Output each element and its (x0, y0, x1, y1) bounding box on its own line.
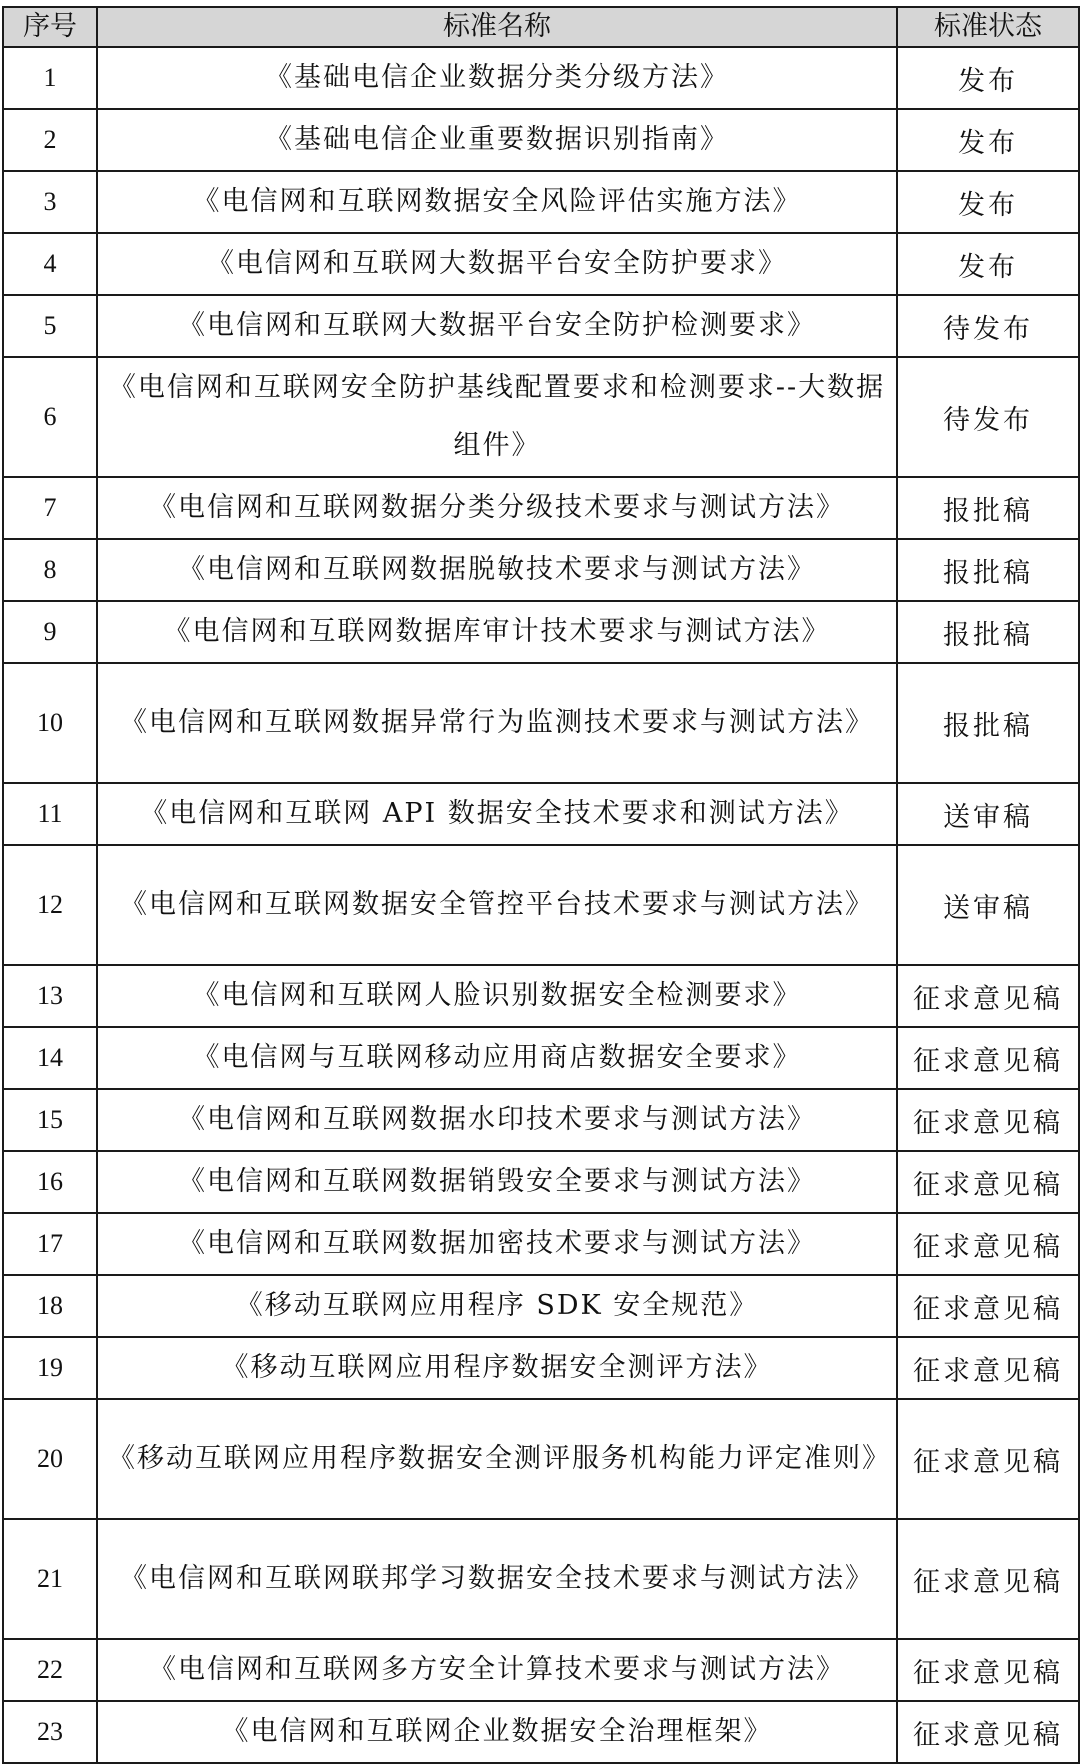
row-index: 16 (3, 1151, 97, 1213)
table-row (3, 1213, 1079, 1275)
table-row (3, 357, 1079, 477)
row-standard-name: 《电信网和互联网大数据平台安全防护要求》 (97, 233, 897, 295)
row-index: 3 (3, 171, 97, 233)
row-status: 报批稿 (897, 663, 1079, 783)
row-standard-name: 《电信网和互联网 API 数据安全技术要求和测试方法》 (97, 783, 897, 845)
row-standard-name: 《电信网和互联网多方安全计算技术要求与测试方法》 (97, 1639, 897, 1701)
row-status: 征求意见稿 (897, 1639, 1079, 1701)
row-index: 2 (3, 109, 97, 171)
row-index: 4 (3, 233, 97, 295)
header-row (3, 7, 1079, 47)
table-row (3, 1701, 1079, 1763)
row-index: 9 (3, 601, 97, 663)
row-status: 征求意见稿 (897, 1027, 1079, 1089)
row-index: 6 (3, 357, 97, 477)
row-standard-name: 《基础电信企业数据分类分级方法》 (97, 47, 897, 109)
row-status: 发布 (897, 109, 1079, 171)
table-row (3, 965, 1079, 1027)
table-row (3, 663, 1079, 783)
table-row (3, 171, 1079, 233)
row-status: 征求意见稿 (897, 965, 1079, 1027)
table-body (3, 47, 1079, 1763)
row-status: 发布 (897, 171, 1079, 233)
table-header (3, 7, 1079, 47)
header-standard-name: 标准名称 (97, 7, 897, 47)
row-status: 征求意见稿 (897, 1337, 1079, 1399)
row-standard-name: 《基础电信企业重要数据识别指南》 (97, 109, 897, 171)
row-index: 20 (3, 1399, 97, 1519)
table-row (3, 47, 1079, 109)
row-standard-name: 《电信网和互联网数据销毁安全要求与测试方法》 (97, 1151, 897, 1213)
row-index: 8 (3, 539, 97, 601)
row-status: 征求意见稿 (897, 1701, 1079, 1763)
row-index: 13 (3, 965, 97, 1027)
row-standard-name: 《电信网与互联网移动应用商店数据安全要求》 (97, 1027, 897, 1089)
row-index: 23 (3, 1701, 97, 1763)
table-row (3, 295, 1079, 357)
table-row (3, 1089, 1079, 1151)
row-status: 征求意见稿 (897, 1275, 1079, 1337)
table-row (3, 1519, 1079, 1639)
row-status: 征求意见稿 (897, 1089, 1079, 1151)
row-standard-name: 《电信网和互联网数据库审计技术要求与测试方法》 (97, 601, 897, 663)
table-row (3, 1151, 1079, 1213)
table-row (3, 109, 1079, 171)
table-row (3, 539, 1079, 601)
row-index: 18 (3, 1275, 97, 1337)
row-standard-name: 《电信网和互联网数据安全风险评估实施方法》 (97, 171, 897, 233)
row-index: 22 (3, 1639, 97, 1701)
row-index: 5 (3, 295, 97, 357)
row-status: 待发布 (897, 295, 1079, 357)
row-status: 发布 (897, 47, 1079, 109)
row-status: 征求意见稿 (897, 1213, 1079, 1275)
row-status: 征求意见稿 (897, 1519, 1079, 1639)
row-standard-name: 《电信网和互联网数据脱敏技术要求与测试方法》 (97, 539, 897, 601)
table-row (3, 1337, 1079, 1399)
row-index: 1 (3, 47, 97, 109)
row-standard-name: 《电信网和互联网数据水印技术要求与测试方法》 (97, 1089, 897, 1151)
table-row (3, 1275, 1079, 1337)
table-row (3, 477, 1079, 539)
row-status: 征求意见稿 (897, 1151, 1079, 1213)
row-standard-name: 《电信网和互联网数据加密技术要求与测试方法》 (97, 1213, 897, 1275)
row-index: 10 (3, 663, 97, 783)
header-index: 序号 (3, 7, 97, 47)
row-standard-name: 《电信网和互联网数据分类分级技术要求与测试方法》 (97, 477, 897, 539)
table-row (3, 783, 1079, 845)
row-status: 送审稿 (897, 783, 1079, 845)
row-status: 报批稿 (897, 601, 1079, 663)
table-row (3, 601, 1079, 663)
row-index: 11 (3, 783, 97, 845)
row-status: 征求意见稿 (897, 1399, 1079, 1519)
table-row (3, 233, 1079, 295)
row-standard-name: 《电信网和互联网数据异常行为监测技术要求与测试方法》 (97, 663, 897, 783)
row-standard-name: 《移动互联网应用程序数据安全测评方法》 (97, 1337, 897, 1399)
row-index: 12 (3, 845, 97, 965)
row-standard-name: 《电信网和互联网联邦学习数据安全技术要求与测试方法》 (97, 1519, 897, 1639)
row-standard-name: 《电信网和互联网大数据平台安全防护检测要求》 (97, 295, 897, 357)
table-row (3, 1639, 1079, 1701)
standards-table (2, 6, 1080, 1764)
row-standard-name: 《电信网和互联网安全防护基线配置要求和检测要求--大数据组件》 (97, 357, 897, 477)
row-status: 发布 (897, 233, 1079, 295)
row-index: 21 (3, 1519, 97, 1639)
table-row (3, 1027, 1079, 1089)
header-standard-status: 标准状态 (897, 7, 1079, 47)
row-standard-name: 《电信网和互联网企业数据安全治理框架》 (97, 1701, 897, 1763)
row-standard-name: 《移动互联网应用程序 SDK 安全规范》 (97, 1275, 897, 1337)
row-standard-name: 《移动互联网应用程序数据安全测评服务机构能力评定准则》 (97, 1399, 897, 1519)
row-index: 17 (3, 1213, 97, 1275)
row-standard-name: 《电信网和互联网数据安全管控平台技术要求与测试方法》 (97, 845, 897, 965)
row-status: 送审稿 (897, 845, 1079, 965)
row-status: 报批稿 (897, 539, 1079, 601)
row-status: 报批稿 (897, 477, 1079, 539)
row-standard-name: 《电信网和互联网人脸识别数据安全检测要求》 (97, 965, 897, 1027)
row-index: 19 (3, 1337, 97, 1399)
standards-table-container (2, 6, 1078, 1764)
table-row (3, 1399, 1079, 1519)
row-status: 待发布 (897, 357, 1079, 477)
row-index: 15 (3, 1089, 97, 1151)
table-row (3, 845, 1079, 965)
row-index: 14 (3, 1027, 97, 1089)
row-index: 7 (3, 477, 97, 539)
